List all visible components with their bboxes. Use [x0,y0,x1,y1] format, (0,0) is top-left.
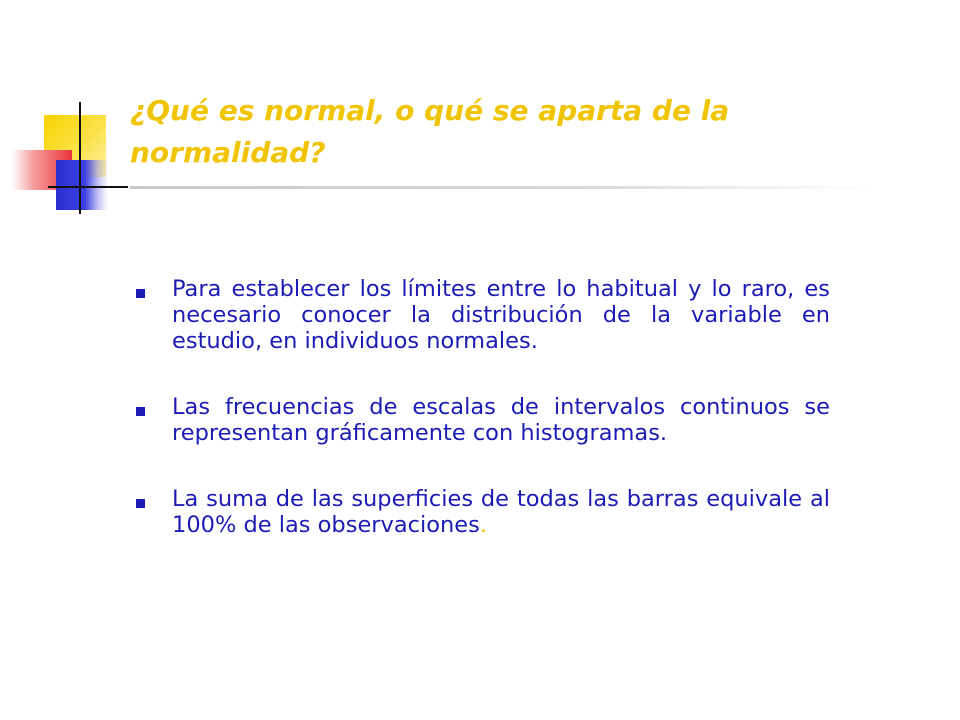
bullet-text: Para establecer los límites entre lo habitual y lo raro, es necesario conocer la distribución de la variable en estudio, en individuos normales. [172,276,830,354]
list-item [130,486,830,538]
logo-vertical-line [79,102,81,214]
title-underline [130,186,875,189]
bullet-ending-period: . [479,512,488,538]
bullet-text: Las frecuencias de escalas de intervalos continuos se representan gráficamente con histogramas. [172,394,830,446]
decorative-squares-logo [0,0,140,230]
blue-square [56,160,108,210]
logo-horizontal-line [48,186,128,188]
square-bullet-icon [136,407,145,416]
list-item [130,394,830,446]
list-item [130,276,830,354]
bullet-list [130,276,830,578]
slide-title: ¿Qué es normal, o qué se aparta de la normalidad? [130,94,730,169]
bullet-text-wrapper [172,486,830,538]
bullet-text: La suma de las superficies de todas las barras equivale al 100% de las observaciones [172,486,830,538]
square-bullet-icon [136,289,145,298]
square-bullet-icon [136,499,145,508]
